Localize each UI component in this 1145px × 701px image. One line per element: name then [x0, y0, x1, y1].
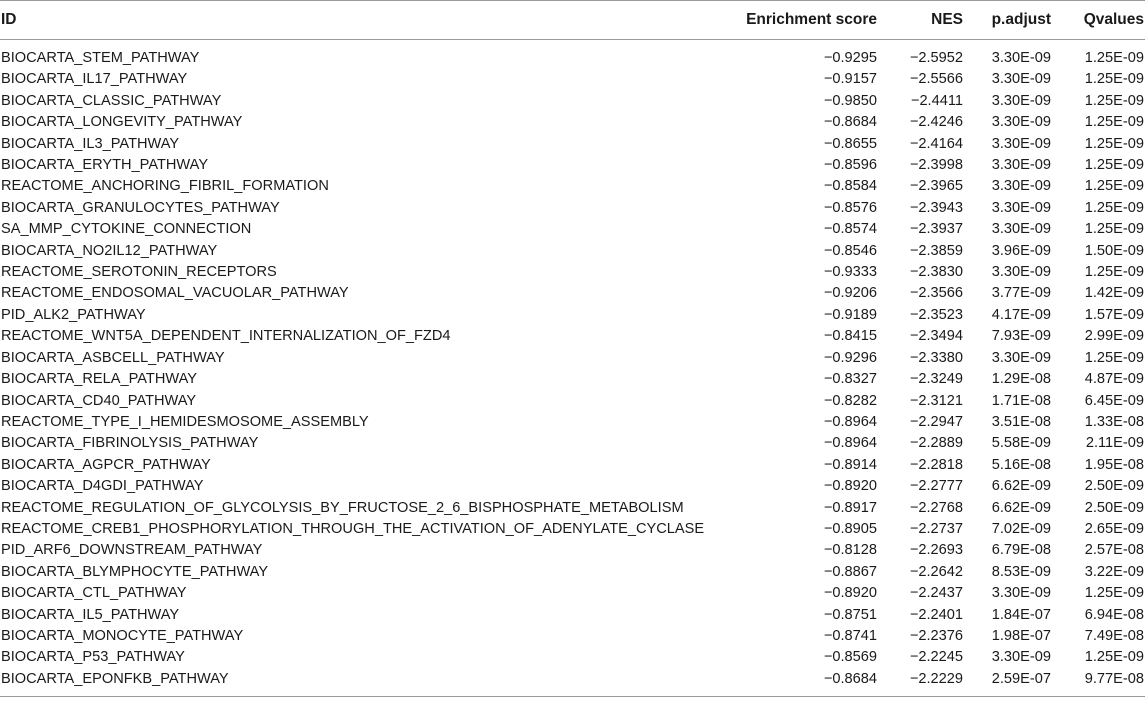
- cell-qvalues: 2.57E-08: [1084, 542, 1144, 559]
- cell-qvalues: 7.49E-08: [1084, 627, 1144, 644]
- cell-nes: −2.2737: [909, 520, 963, 537]
- cell-id: BIOCARTA_STEM_PATHWAY: [1, 50, 200, 66]
- cell-qvalues: 2.99E-09: [1084, 328, 1144, 345]
- cell-p-adjust: 1.71E-08: [991, 392, 1051, 409]
- table-row: [0, 176, 1145, 197]
- cell-p-adjust: 3.30E-09: [991, 649, 1051, 666]
- cell-p-adjust: 6.79E-08: [991, 542, 1051, 559]
- cell-p-adjust: 3.51E-08: [991, 413, 1051, 430]
- cell-p-adjust: 3.30E-09: [991, 264, 1051, 281]
- cell-p-adjust: 7.93E-09: [991, 328, 1051, 345]
- cell-qvalues: 1.25E-09: [1084, 649, 1144, 666]
- header-row: [0, 1, 1145, 40]
- cell-nes: −2.3859: [909, 242, 963, 259]
- table-row: [0, 348, 1145, 369]
- cell-id: BIOCARTA_IL5_PATHWAY: [1, 606, 180, 623]
- table-row: [0, 369, 1145, 390]
- cell-id: BIOCARTA_CD40_PATHWAY: [1, 392, 197, 409]
- cell-nes: −2.2777: [909, 478, 963, 495]
- table-row: [0, 519, 1145, 540]
- table-row: [0, 647, 1145, 668]
- cell-p-adjust: 3.30E-09: [991, 349, 1051, 366]
- cell-id: BIOCARTA_EPONFKB_PATHWAY: [0, 669, 720, 697]
- cell-p-adjust: 6.62E-09: [991, 499, 1051, 516]
- table-row: [0, 391, 1145, 412]
- cell-enrichment-score: −0.8914: [823, 456, 877, 473]
- cell-id: BIOCARTA_LONGEVITY_PATHWAY: [1, 114, 243, 131]
- cell-qvalues: 6.94E-08: [1084, 606, 1144, 623]
- cell-enrichment-score: −0.9157: [823, 71, 877, 88]
- cell-nes: −2.2229: [877, 669, 963, 697]
- cell-enrichment-score: −0.8684: [823, 114, 877, 131]
- cell-enrichment-score: −0.8917: [823, 499, 877, 516]
- header-id: ID: [0, 1, 720, 40]
- cell-p-adjust: 5.58E-09: [991, 435, 1051, 452]
- cell-qvalues: 1.25E-09: [1084, 50, 1144, 66]
- cell-p-adjust: 1.98E-07: [991, 627, 1051, 644]
- header-nes: NES: [877, 1, 963, 40]
- cell-id: BIOCARTA_GRANULOCYTES_PATHWAY: [1, 199, 280, 216]
- cell-enrichment-score: −0.8655: [823, 135, 877, 152]
- cell-qvalues: 3.22E-09: [1084, 563, 1144, 580]
- cell-enrichment-score: −0.8905: [823, 520, 877, 537]
- cell-nes: −2.2947: [909, 413, 963, 430]
- cell-id: BIOCARTA_CTL_PATHWAY: [1, 585, 187, 602]
- cell-p-adjust: 6.62E-09: [991, 478, 1051, 495]
- cell-qvalues: 1.25E-09: [1084, 264, 1144, 281]
- table-row: [0, 626, 1145, 647]
- cell-p-adjust: 3.30E-09: [991, 135, 1051, 152]
- table-row: [0, 433, 1145, 454]
- cell-p-adjust: 3.30E-09: [991, 157, 1051, 174]
- table-row: [0, 262, 1145, 283]
- cell-id: BIOCARTA_ERYTH_PATHWAY: [1, 157, 209, 174]
- cell-nes: −2.2818: [909, 456, 963, 473]
- cell-qvalues: 1.25E-09: [1084, 157, 1144, 174]
- cell-id: BIOCARTA_IL3_PATHWAY: [1, 135, 180, 152]
- table-row: [0, 476, 1145, 497]
- table-row: [0, 40, 1145, 70]
- cell-enrichment-score: −0.9333: [823, 264, 877, 281]
- cell-id: BIOCARTA_RELA_PATHWAY: [1, 371, 197, 388]
- cell-nes: −2.5566: [909, 71, 963, 88]
- cell-qvalues: 1.25E-09: [1084, 221, 1144, 238]
- cell-nes: −2.2376: [909, 627, 963, 644]
- cell-enrichment-score: −0.8964: [823, 435, 877, 452]
- cell-enrichment-score: −0.9206: [823, 285, 877, 302]
- cell-p-adjust: 5.16E-08: [991, 456, 1051, 473]
- cell-enrichment-score: −0.8327: [823, 371, 877, 388]
- table-row: [0, 69, 1145, 90]
- cell-p-adjust: 2.59E-07: [963, 669, 1051, 697]
- cell-qvalues: 1.25E-09: [1084, 135, 1144, 152]
- cell-enrichment-score: −0.9296: [823, 349, 877, 366]
- cell-p-adjust: 7.02E-09: [991, 520, 1051, 537]
- table-row: [0, 91, 1145, 112]
- cell-enrichment-score: −0.8867: [823, 563, 877, 580]
- cell-id: BIOCARTA_FIBRINOLYSIS_PATHWAY: [1, 435, 259, 452]
- cell-enrichment-score: −0.8128: [823, 542, 877, 559]
- cell-id: REACTOME_WNT5A_DEPENDENT_INTERNALIZATION_OF_FZD4: [1, 328, 451, 345]
- table-row: [0, 134, 1145, 155]
- table-row: [0, 669, 1145, 697]
- cell-nes: −2.3380: [909, 349, 963, 366]
- cell-p-adjust: 1.84E-07: [991, 606, 1051, 623]
- cell-id: REACTOME_ANCHORING_FIBRIL_FORMATION: [1, 178, 329, 195]
- cell-nes: −2.4164: [909, 135, 963, 152]
- cell-id: REACTOME_CREB1_PHOSPHORYLATION_THROUGH_THE_ACTIVATION_OF_ADENYLATE_CYCLASE: [1, 520, 705, 537]
- cell-nes: −2.2693: [909, 542, 963, 559]
- cell-qvalues: 1.42E-09: [1084, 285, 1144, 302]
- cell-qvalues: 1.25E-09: [1084, 585, 1144, 602]
- cell-enrichment-score: −0.8684: [720, 669, 877, 697]
- cell-qvalues: 1.25E-09: [1084, 114, 1144, 131]
- table-row: [0, 562, 1145, 583]
- cell-p-adjust: 3.30E-09: [991, 71, 1051, 88]
- cell-id: REACTOME_TYPE_I_HEMIDESMOSOME_ASSEMBLY: [1, 413, 369, 430]
- table-row: [0, 219, 1145, 240]
- cell-enrichment-score: −0.9189: [823, 306, 877, 323]
- cell-nes: −2.3494: [909, 328, 963, 345]
- cell-id: BIOCARTA_D4GDI_PATHWAY: [1, 478, 204, 495]
- cell-enrichment-score: −0.8584: [823, 178, 877, 195]
- cell-nes: −2.3937: [909, 221, 963, 238]
- cell-nes: −2.2437: [909, 585, 963, 602]
- cell-qvalues: 1.25E-09: [1084, 199, 1144, 216]
- cell-p-adjust: 3.77E-09: [991, 285, 1051, 302]
- cell-enrichment-score: −0.8569: [823, 649, 877, 666]
- cell-p-adjust: 3.30E-09: [991, 92, 1051, 109]
- table-row: [0, 112, 1145, 133]
- cell-qvalues: 2.50E-09: [1084, 499, 1144, 516]
- header-qvalues: Qvalues: [1051, 1, 1145, 40]
- cell-nes: −2.3830: [909, 264, 963, 281]
- table-body: [0, 40, 1145, 697]
- cell-enrichment-score: −0.8596: [823, 157, 877, 174]
- cell-nes: −2.4246: [909, 114, 963, 131]
- cell-enrichment-score: −0.8751: [823, 606, 877, 623]
- cell-enrichment-score: −0.9295: [823, 50, 877, 66]
- cell-nes: −2.3121: [909, 392, 963, 409]
- cell-id: BIOCARTA_BLYMPHOCYTE_PATHWAY: [1, 563, 269, 580]
- cell-qvalues: 2.11E-09: [1085, 435, 1144, 452]
- cell-nes: −2.3998: [909, 157, 963, 174]
- cell-enrichment-score: −0.8920: [823, 585, 877, 602]
- cell-id: PID_ARF6_DOWNSTREAM_PATHWAY: [1, 542, 263, 559]
- cell-nes: −2.2401: [909, 606, 963, 623]
- cell-p-adjust: 4.17E-09: [991, 306, 1051, 323]
- cell-enrichment-score: −0.8576: [823, 199, 877, 216]
- header-enrichment-score: Enrichment score: [720, 1, 877, 40]
- cell-nes: −2.3965: [909, 178, 963, 195]
- cell-p-adjust: 3.30E-09: [991, 221, 1051, 238]
- cell-qvalues: 1.25E-09: [1084, 349, 1144, 366]
- cell-id: BIOCARTA_MONOCYTE_PATHWAY: [1, 627, 244, 644]
- cell-qvalues: 2.50E-09: [1084, 478, 1144, 495]
- cell-qvalues: 2.65E-09: [1084, 520, 1144, 537]
- cell-enrichment-score: −0.8574: [823, 221, 877, 238]
- cell-id: BIOCARTA_NO2IL12_PATHWAY: [1, 242, 218, 259]
- cell-nes: −2.2768: [909, 499, 963, 516]
- cell-qvalues: 1.25E-09: [1084, 178, 1144, 195]
- cell-qvalues: 9.77E-08: [1051, 669, 1145, 697]
- table-row: [0, 605, 1145, 626]
- cell-qvalues: 1.25E-09: [1084, 71, 1144, 88]
- cell-nes: −2.3943: [909, 199, 963, 216]
- table-row: [0, 155, 1145, 176]
- cell-nes: −2.3523: [909, 306, 963, 323]
- cell-id: REACTOME_ENDOSOMAL_VACUOLAR_PATHWAY: [1, 285, 349, 302]
- cell-id: BIOCARTA_IL17_PATHWAY: [1, 71, 188, 88]
- cell-p-adjust: 3.30E-09: [991, 585, 1051, 602]
- table-row: [0, 540, 1145, 561]
- cell-p-adjust: 3.30E-09: [991, 178, 1051, 195]
- cell-id: BIOCARTA_P53_PATHWAY: [1, 649, 185, 666]
- cell-qvalues: 6.45E-09: [1084, 392, 1144, 409]
- cell-qvalues: 4.87E-09: [1084, 371, 1144, 388]
- table-row: [0, 283, 1145, 304]
- cell-p-adjust: 1.29E-08: [991, 371, 1051, 388]
- cell-id: REACTOME_REGULATION_OF_GLYCOLYSIS_BY_FRUCTOSE_2_6_BISPHOSPHATE_METABOLISM: [1, 499, 684, 516]
- table-row: [0, 198, 1145, 219]
- table-row: [0, 455, 1145, 476]
- table-row: [0, 412, 1145, 433]
- cell-qvalues: 1.95E-08: [1084, 456, 1144, 473]
- cell-enrichment-score: −0.8546: [823, 242, 877, 259]
- table-row: [0, 583, 1145, 604]
- header-p-adjust: p.adjust: [963, 1, 1051, 40]
- cell-qvalues: 1.50E-09: [1084, 242, 1144, 259]
- cell-p-adjust: 3.96E-09: [991, 242, 1051, 259]
- table-row: [0, 305, 1145, 326]
- cell-nes: −2.3249: [909, 371, 963, 388]
- cell-enrichment-score: −0.8415: [823, 328, 877, 345]
- cell-enrichment-score: −0.8964: [823, 413, 877, 430]
- table-header: [0, 1, 1145, 40]
- cell-enrichment-score: −0.8282: [823, 392, 877, 409]
- table-row: [0, 241, 1145, 262]
- cell-id: REACTOME_SEROTONIN_RECEPTORS: [1, 264, 277, 281]
- cell-nes: −2.5952: [909, 50, 963, 66]
- cell-id: BIOCARTA_ASBCELL_PATHWAY: [1, 349, 225, 366]
- cell-qvalues: 1.57E-09: [1084, 306, 1144, 323]
- cell-p-adjust: 3.30E-09: [991, 114, 1051, 131]
- cell-nes: −2.2642: [909, 563, 963, 580]
- cell-qvalues: 1.33E-08: [1084, 413, 1144, 430]
- cell-id: BIOCARTA_AGPCR_PATHWAY: [1, 456, 211, 473]
- cell-qvalues: 1.25E-09: [1084, 92, 1144, 109]
- cell-nes: −2.2245: [909, 649, 963, 666]
- table-row: [0, 326, 1145, 347]
- cell-enrichment-score: −0.9850: [823, 92, 877, 109]
- cell-nes: −2.4411: [910, 92, 963, 109]
- cell-id: SA_MMP_CYTOKINE_CONNECTION: [1, 221, 252, 238]
- cell-nes: −2.3566: [909, 285, 963, 302]
- table-row: [0, 498, 1145, 519]
- cell-nes: −2.2889: [909, 435, 963, 452]
- cell-enrichment-score: −0.8741: [823, 627, 877, 644]
- cell-id: PID_ALK2_PATHWAY: [1, 306, 146, 323]
- cell-p-adjust: 8.53E-09: [991, 563, 1051, 580]
- cell-p-adjust: 3.30E-09: [991, 50, 1051, 66]
- cell-id: BIOCARTA_CLASSIC_PATHWAY: [1, 92, 222, 109]
- cell-p-adjust: 3.30E-09: [991, 199, 1051, 216]
- cell-enrichment-score: −0.8920: [823, 478, 877, 495]
